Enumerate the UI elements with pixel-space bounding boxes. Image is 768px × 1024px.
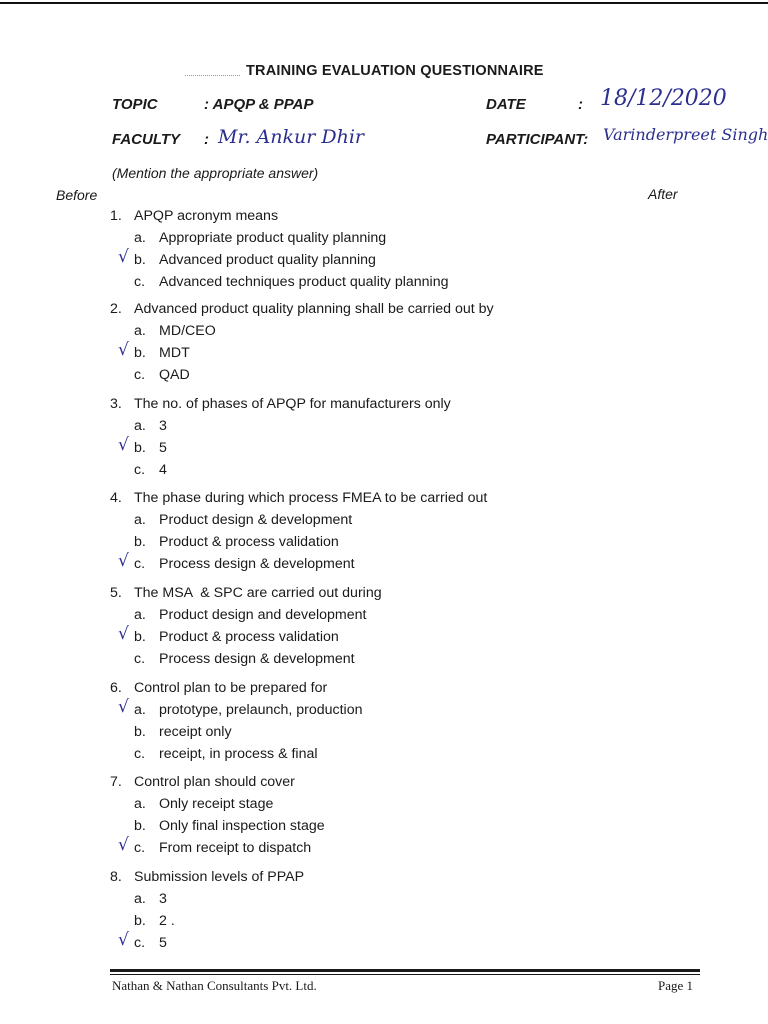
question-7: 7. Control plan should cover (110, 774, 295, 790)
question-7-option-b: b. Only final inspection stage (134, 818, 325, 834)
faculty-value-handwritten: Mr. Ankur Dhir (218, 126, 364, 148)
question-8-option-a: a. 3 (134, 891, 167, 907)
participant-value-handwritten: Varinderpreet Singh (603, 125, 768, 144)
check-mark-icon: √ (118, 340, 129, 360)
question-3-option-a: a. 3 (134, 418, 167, 434)
question-6-option-c: c. receipt, in process & final (134, 746, 318, 762)
before-label: Before (56, 187, 98, 203)
question-3-option-b: √ b. 5 (118, 435, 167, 456)
check-mark-icon: √ (118, 930, 129, 950)
check-mark-icon: √ (118, 697, 129, 717)
date-value-handwritten: 18/12/2020 (600, 86, 727, 111)
faculty-label: FACULTY (112, 131, 181, 148)
question-2-option-b: √ b. MDT (118, 340, 190, 361)
question-4-option-b: b. Product & process validation (134, 534, 339, 550)
question-4: 4. The phase during which process FMEA to be carried out (110, 490, 488, 506)
question-8-option-b: b. 2 . (134, 913, 175, 929)
faculty-colon: : (204, 131, 209, 148)
question-6-option-b: b. receipt only (134, 724, 232, 740)
participant-label: PARTICIPANT: (486, 131, 589, 148)
footer-page-number: Page 1 (658, 978, 694, 993)
date-colon: : (578, 96, 583, 113)
topic-label: TOPIC (112, 96, 158, 113)
question-1-option-a: a. Appropriate product quality planning (134, 230, 387, 246)
question-5-option-b: √ b. Product & process validation (118, 624, 339, 645)
question-2-option-c: c. QAD (134, 367, 190, 383)
check-mark-icon: √ (118, 624, 129, 644)
instruction-note: (Mention the appropriate answer) (112, 165, 319, 181)
question-5-option-a: a. Product design and development (134, 607, 367, 623)
question-5: 5. The MSA & SPC are carried out during (110, 585, 382, 601)
topic-value: : APQP & PPAP (204, 96, 314, 113)
question-7-option-c: √ c. From receipt to dispatch (118, 835, 312, 856)
question-4-option-c: √ c. Process design & development (118, 551, 355, 572)
footer-divider-thick (110, 969, 700, 972)
question-3: 3. The no. of phases of APQP for manufacturers only (110, 396, 451, 412)
question-2-option-a: a. MD/CEO (134, 323, 216, 339)
footer-divider-thin (110, 974, 700, 975)
question-7-option-a: a. Only receipt stage (134, 796, 274, 812)
question-5-option-c: c. Process design & development (134, 651, 355, 667)
scan-top-border (0, 2, 768, 4)
check-mark-icon: √ (118, 247, 129, 267)
date-label: DATE (486, 96, 526, 113)
check-mark-icon: √ (118, 551, 129, 571)
question-8-option-c: √ c. 5 (118, 930, 167, 951)
footer-company: Nathan & Nathan Consultants Pvt. Ltd. (112, 978, 317, 993)
question-3-option-c: c. 4 (134, 462, 167, 478)
after-label: After (648, 186, 678, 202)
question-1-option-b: √ b. Advanced product quality planning (118, 247, 376, 268)
title-leader-dots (185, 75, 240, 76)
question-1: 1. APQP acronym means (110, 208, 279, 224)
question-1-option-c: c. Advanced techniques product quality planning (134, 274, 449, 290)
check-mark-icon: √ (118, 835, 129, 855)
check-mark-icon: √ (118, 435, 129, 455)
question-4-option-a: a. Product design & development (134, 512, 353, 528)
question-8: 8. Submission levels of PPAP (110, 869, 305, 885)
question-6-option-a: √ a. prototype, prelaunch, production (118, 697, 363, 718)
question-2: 2. Advanced product quality planning shall be carried out by (110, 301, 494, 317)
page-title: TRAINING EVALUATION QUESTIONNAIRE (246, 63, 544, 79)
question-6: 6. Control plan to be prepared for (110, 680, 328, 696)
